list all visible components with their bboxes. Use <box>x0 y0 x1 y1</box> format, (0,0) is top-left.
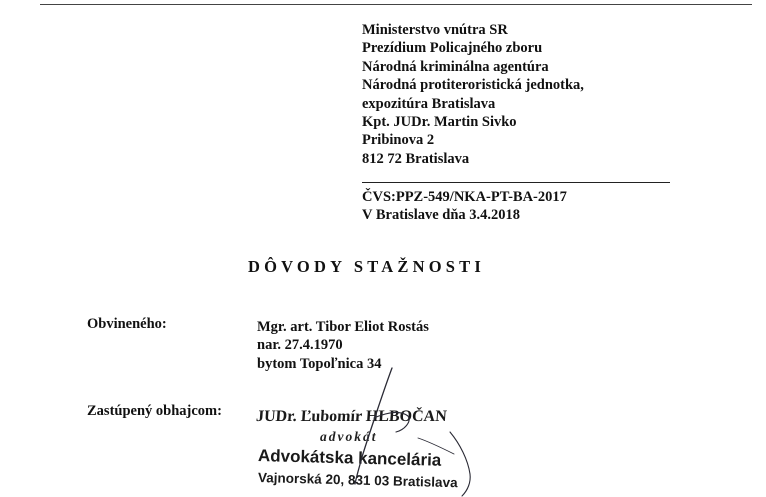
place-and-date: V Bratislave dňa 3.4.2018 <box>362 207 521 224</box>
recipient-line: 812 72 Bratislava <box>362 150 470 167</box>
recipient-line: Pribinova 2 <box>362 132 435 149</box>
lawyer-stamp <box>256 408 476 494</box>
recipient-line: Prezídium Policajného zboru <box>362 40 543 57</box>
document-heading: DÔVODY STAŽNOSTI <box>248 257 485 276</box>
accused-label: Obvineného: <box>87 316 167 332</box>
recipient-line: Národná protiteroristická jednotka, <box>362 77 584 94</box>
recipient-line: Národná kriminálna agentúra <box>362 58 549 75</box>
recipient-line: Kpt. JUDr. Martin Sivko <box>362 114 517 131</box>
stamp-title: advokát <box>320 429 378 444</box>
case-number: ČVS:PPZ-549/NKA-PT-BA-2017 <box>362 189 567 205</box>
accused-residence: bytom Topoľnica 34 <box>257 355 382 372</box>
reference-rule <box>362 182 670 183</box>
reference-block <box>362 188 567 225</box>
recipient-line: Ministerstvo vnútra SR <box>362 22 508 38</box>
recipient-address <box>362 21 584 168</box>
accused-name: Mgr. art. Tibor Eliot Rostás <box>257 319 429 335</box>
recipient-line: expozitúra Bratislava <box>362 95 496 112</box>
top-rule <box>40 4 752 5</box>
stamp-lawyer-name: JUDr. Ľubomír HLBOČAN <box>255 408 448 425</box>
stamp-address: Vajnorská 20, 831 03 Bratislava <box>257 470 458 491</box>
stamp-office: Advokátska kancelária <box>257 446 442 470</box>
accused-details <box>257 318 429 373</box>
counsel-label: Zastúpený obhajcom: <box>87 403 222 419</box>
accused-birth: nar. 27.4.1970 <box>257 337 343 354</box>
